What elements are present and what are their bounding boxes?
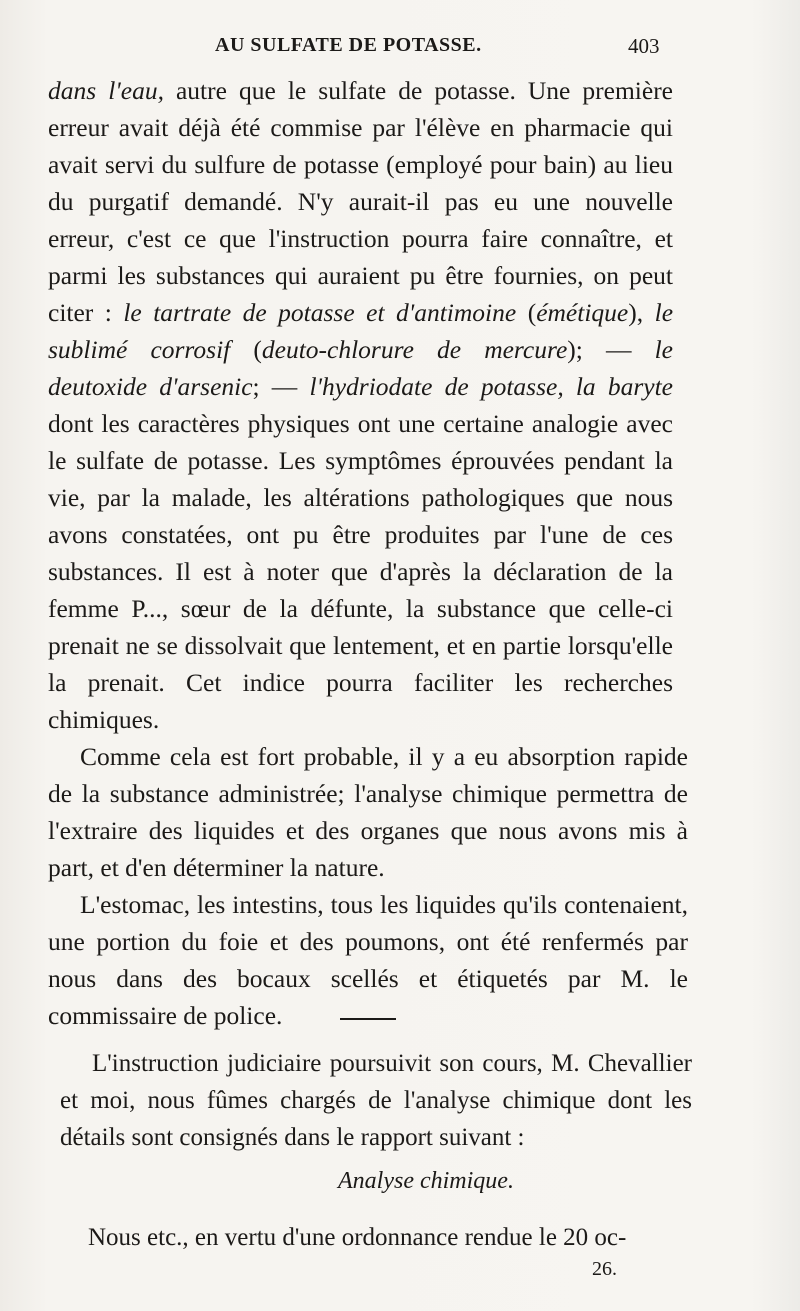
- main-text-block: [48, 72, 688, 1034]
- running-head: [0, 30, 800, 64]
- section-heading: Analyse chimique.: [338, 1168, 514, 1194]
- text-run: ); —: [567, 335, 655, 364]
- running-title: AU SULFATE DE POTASSE.: [215, 34, 482, 56]
- page-number: 403: [628, 34, 660, 58]
- section-divider: [340, 1018, 396, 1020]
- italic-phrase: l'hydriodate de potasse, la baryte: [309, 372, 673, 401]
- italic-phrase: le sublimé corrosif: [48, 298, 674, 364]
- text-run: ),: [628, 298, 655, 327]
- second-text-block: [60, 1045, 692, 1156]
- text-run: ; —: [252, 372, 310, 401]
- text-run: (: [230, 335, 262, 364]
- signature-mark: 26.: [592, 1258, 617, 1280]
- italic-phrase: deuto-chlorure de mercure: [261, 335, 568, 364]
- text-run: dont les caractères physiques ont une certaine analogie avec le sulfate de potasse. Les symptômes éprouvées pendant la vie, par la malade, les altérations pathologiques que nous avons constatées, ont pu être produites par l'une de ces substances. Il est à noter que d'après la déclaration de la femme P..., sœur de la défunte, la substance que celle-ci prenait ne se dissolvait que lentement, et en partie lorsqu'elle la prenait. Cet indice pourra faciliter les recherches chimiques.: [48, 409, 673, 734]
- italic-phrase: le tartrate de potasse et d'antimoine: [123, 298, 517, 327]
- paragraph-2: Comme cela est fort probable, il y a eu absorption rapide de la substance administrée; l'analyse chimique permettra de l'extraire des liquides et des organes que nous avons mis à part, et d'en déterminer la nature.: [48, 742, 688, 882]
- paragraph-1: [48, 72, 673, 738]
- paragraph-4: L'instruction judiciaire poursuivit son cours, M. Chevallier et moi, nous fûmes chargés de l'analyse chimique dont les détails sont consignés dans le rapport suivant :: [60, 1050, 692, 1151]
- paragraph-3: L'estomac, les intestins, tous les liquides qu'ils contenaient, une portion du foie et des poumons, ont été renfermés par nous dans des bocaux scellés et étiquetés par M. le commissaire de police.: [48, 890, 688, 1030]
- italic-phrase: le deutoxide d'arsenic: [48, 335, 673, 401]
- closing-text-block: [60, 1219, 692, 1256]
- italic-phrase: dans l'eau,: [48, 76, 164, 105]
- text-run: (: [516, 298, 537, 327]
- text-run: autre que le sulfate de potasse. Une première erreur avait déjà été commise par l'élève en pharmacie qui avait servi du sulfure de potasse (employé pour bain) au lieu du purgatif demandé. N'y aurait-il pas eu une nouvelle erreur, c'est ce que l'instruction pourra faire connaître, et parmi les substances qui auraient pu être fournies, on peut citer :: [48, 76, 674, 327]
- paragraph-5: Nous etc., en vertu d'une ordonnance rendue le 20 oc-: [88, 1224, 627, 1251]
- italic-phrase: émétique: [536, 298, 629, 327]
